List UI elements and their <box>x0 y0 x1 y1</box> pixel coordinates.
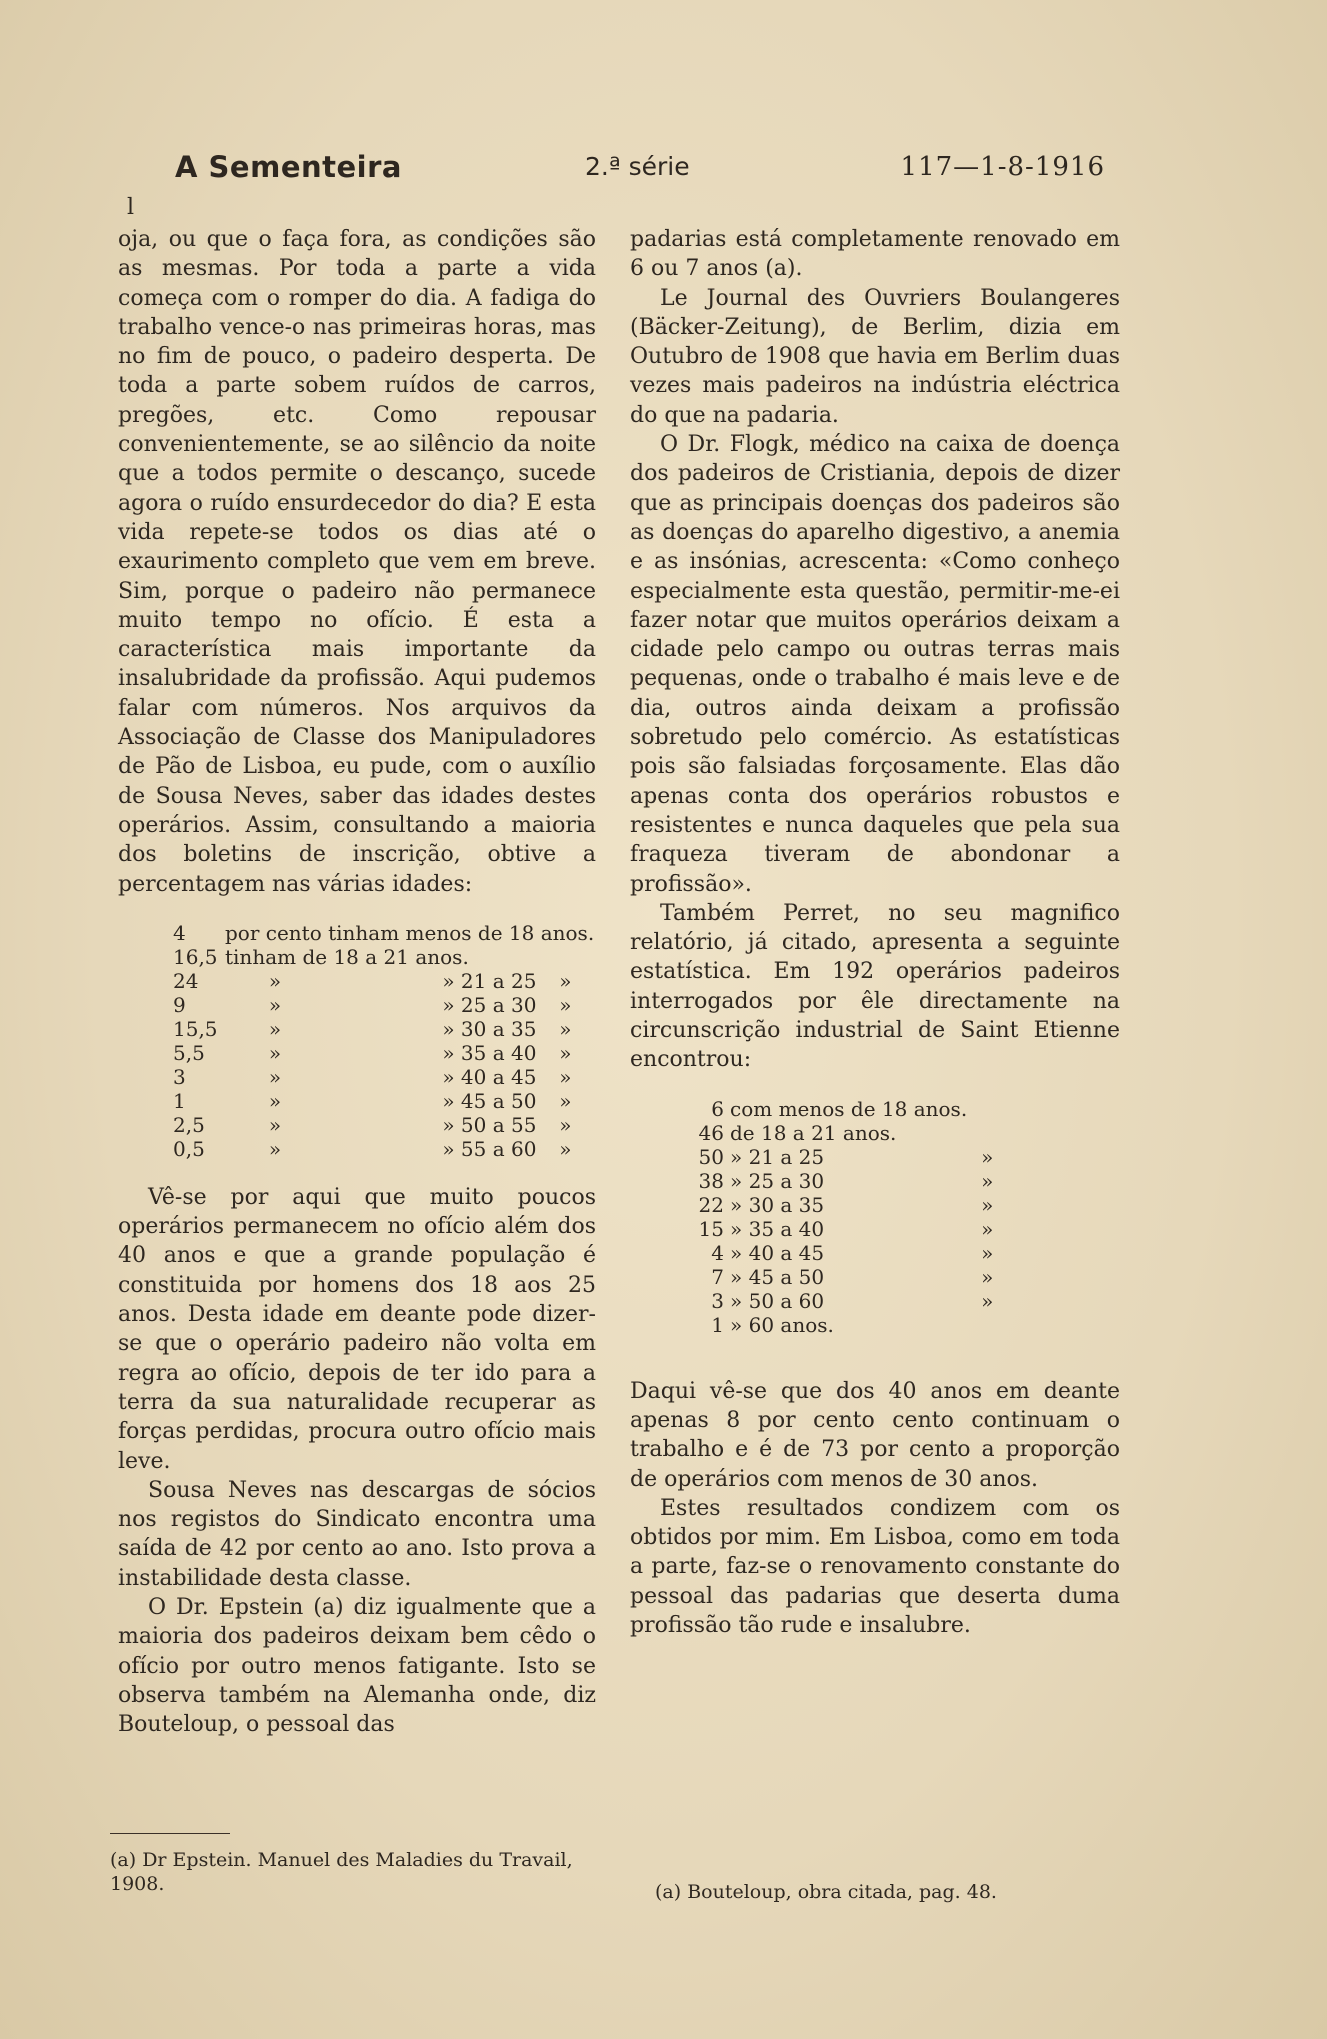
percent-value: 16,5 <box>173 944 218 969</box>
age-range: » 50 a 55 <box>442 1112 537 1137</box>
worker-count: 4 <box>711 1240 724 1265</box>
paragraph: Daqui vê-se que dos 40 anos em deante apenas 8 por cento cento continuam o trabalho e é de 73 por cento a proporção de operários com menos de 30 anos. <box>630 1378 1120 1492</box>
table-row <box>173 1041 594 1065</box>
age-range: » 25 a 30 <box>442 992 537 1017</box>
table-row <box>690 1193 1007 1217</box>
age-range: com menos de 18 anos. <box>730 1096 968 1121</box>
age-range: » 45 a 50 <box>730 1264 825 1289</box>
ditto-mark: » <box>559 1064 572 1089</box>
percent-value: 3 <box>173 1064 186 1089</box>
paragraph: O Dr. Flogk, médico na caixa de doença dos padeiros de Cristiania, depois de dizer que as principais doenças dos padeiros são as doenças do aparelho digestivo, a anemia e as insónias, acrescenta: «Como conheço especialmente esta questão, permitir-me-ei fazer notar que muitos operários deixam a cidade pelo campo ou outras terras mais pequenas, onde o trabalho é mais leve e de dia, outros ainda deixam a profissão sobretudo pelo comércio. As estatísticas pois são falsiadas forçosamente. Elas dão apenas conta dos operários robustos e resistentes e nunca daqueles que pela sua fraqueza tiveram de abondonar a profissão». <box>630 432 1120 897</box>
age-range: de 18 a 21 anos. <box>730 1120 897 1145</box>
table-row <box>690 1169 1007 1193</box>
ditto-mark: » <box>559 992 572 1017</box>
ditto-mark: » <box>981 1288 994 1313</box>
table-row <box>173 1089 594 1113</box>
percent-value: 24 <box>173 968 199 993</box>
table-row <box>690 1121 1007 1145</box>
paragraph: O Dr. Epstein (a) diz igualmente que a maioria dos padeiros deixam bem cêdo o ofício por outro menos fatigante. Isto se observa também na Alemanha onde, diz Bouteloup, o pessoal das <box>118 1594 596 1738</box>
ditto-mark: » <box>268 1040 282 1065</box>
saint-etienne-age-table <box>690 1097 1007 1337</box>
footnote-right: (a) Bouteloup, obra citada, pag. 48. <box>655 1881 997 1903</box>
ditto-mark: » <box>981 1216 994 1241</box>
row-text: por cento tinham menos de 18 anos. <box>225 920 595 945</box>
paragraph: oja, ou que o faça fora, as condições são as mesmas. Por toda a parte a vida começa com o romper do dia. A fadiga do trabalho vence-o nas primeiras horas, mas no fim de pouco, o padeiro desperta. De toda a parte sobem ruídos de carros, pregões, etc. Como repousar convenientemente, se ao silêncio da noite que a todos permite o descanço, sucede agora o ruído ensurdecedor do dia? E esta vida repete-se todos os dias até o exaurimento completo que vem em breve. Sim, porque o padeiro não permanece muito tempo no ofício. É esta a característica mais importante da insalubridade da profissão. Aqui pudemos falar com números. Nos arquivos da Associação de Classe dos Manipuladores de Pão de Lisboa, eu pude, com o auxílio de Sousa Neves, saber das idades destes operários. Assim, consultando a maioria dos boletins de inscrição, obtive a percentagem nas várias idades: <box>118 227 596 897</box>
percent-value: 15,5 <box>173 1016 218 1041</box>
ditto-mark <box>967 1313 1007 1337</box>
ditto-mark: » <box>268 1088 282 1113</box>
worker-count: 3 <box>711 1288 724 1313</box>
worker-count: 50 <box>698 1144 724 1169</box>
page-header <box>175 150 1105 190</box>
ditto-mark <box>967 1121 1007 1145</box>
table-row <box>173 1065 594 1089</box>
age-range: » 60 anos. <box>730 1312 834 1337</box>
age-percentage-table <box>173 921 594 1161</box>
table-row <box>173 945 594 969</box>
age-range: » 35 a 40 <box>442 1040 537 1065</box>
table-row <box>690 1241 1007 1265</box>
age-range: » 40 a 45 <box>442 1064 537 1089</box>
table-row <box>690 1097 1007 1121</box>
ditto-mark: » <box>559 1016 572 1041</box>
ditto-mark: » <box>981 1264 994 1289</box>
table-row <box>690 1217 1007 1241</box>
ditto-mark: » <box>268 1136 282 1161</box>
paragraph: Estes resultados condizem com os obtidos por mim. Em Lisboa, como em toda a parte, faz-se o renovamento constante do pessoal das padarias que deserta duma profissão tão rude e insalubre. <box>630 1495 1120 1638</box>
table-row <box>690 1313 1007 1337</box>
ditto-mark: » <box>559 1088 572 1113</box>
paragraph: Sousa Neves nas descargas de sócios nos registos do Sindicato encontra uma saída de 42 por cento ao ano. Isto prova a instabilidade desta classe. <box>118 1477 596 1591</box>
worker-count: 7 <box>711 1264 724 1289</box>
ditto-mark: » <box>268 1112 282 1137</box>
percent-value: 1 <box>173 1088 186 1113</box>
percent-value: 2,5 <box>173 1112 205 1137</box>
age-range: » 40 a 45 <box>730 1240 825 1265</box>
paragraph: Le Journal des Ouvriers Boulangeres (Bäcker-Zeitung), de Berlim, dizia em Outubro de 1908 que havia em Berlim duas vezes mais padeiros na indústria eléctrica do que na padaria. <box>630 285 1120 428</box>
age-range: » 55 a 60 <box>442 1136 537 1161</box>
paragraph: Também Perret, no seu magnifico relatório, já citado, apresenta a seguinte estatística. Em 192 operários padeiros interrogados por êle directamente na circunscrição industrial de Saint Etienne encontrou: <box>630 900 1120 1073</box>
ditto-mark: » <box>268 1064 282 1089</box>
ditto-mark: » <box>268 1016 282 1041</box>
age-range: » 35 a 40 <box>730 1216 825 1241</box>
ditto-mark: » <box>981 1192 994 1217</box>
ditto-mark: » <box>981 1168 994 1193</box>
age-range: » 30 a 35 <box>730 1192 825 1217</box>
stray-letter: l <box>127 195 135 220</box>
worker-count: 15 <box>698 1216 724 1241</box>
footnote-rule <box>110 1833 230 1834</box>
ditto-mark: » <box>268 992 282 1017</box>
table-row <box>173 1113 594 1137</box>
age-range: » 21 a 25 <box>730 1144 825 1169</box>
ditto-mark: » <box>268 968 282 993</box>
table-row <box>690 1145 1007 1169</box>
ditto-mark: » <box>559 1040 572 1065</box>
ditto-mark <box>967 1097 1007 1121</box>
ditto-mark: » <box>559 968 572 993</box>
percent-value: 0,5 <box>173 1136 205 1161</box>
worker-count: 38 <box>698 1168 724 1193</box>
table-row <box>173 1137 594 1161</box>
age-range: » 30 a 35 <box>442 1016 537 1041</box>
right-column <box>630 225 1120 1640</box>
age-range: » 25 a 30 <box>730 1168 825 1193</box>
age-range: » 21 a 25 <box>442 968 537 993</box>
table-row <box>173 993 594 1017</box>
worker-count: 22 <box>698 1192 724 1217</box>
ditto-mark: » <box>981 1144 994 1169</box>
journal-title: A Sementeira <box>175 150 402 184</box>
ditto-mark: » <box>981 1240 994 1265</box>
age-range: » 50 a 60 <box>730 1288 825 1313</box>
worker-count: 6 <box>711 1096 724 1121</box>
paragraph: Vê-se por aqui que muito poucos operários permanecem no ofício além dos 40 anos e que a grande população é constituida por homens dos 18 aos 25 anos. Desta idade em deante pode dizer-se que o operário padeiro não volta em regra ao ofício, depois de ter ido para a terra da sua naturalidade recuperar as forças perdidas, procura outro ofício mais leve. <box>118 1184 596 1474</box>
series-label: 2.ª série <box>585 152 690 181</box>
ditto-mark: » <box>559 1136 572 1161</box>
percent-value: 9 <box>173 992 186 1017</box>
percent-value: 4 <box>173 920 186 945</box>
table-row <box>173 969 594 993</box>
table-row <box>173 921 594 945</box>
worker-count: 1 <box>711 1312 724 1337</box>
table-row <box>690 1289 1007 1313</box>
row-text: tinham de 18 a 21 anos. <box>225 944 469 969</box>
issue-number-date: 117—1-8-1916 <box>900 152 1105 182</box>
footnote-left: (a) Dr Epstein. Manuel des Maladies du Travail, 1908. <box>110 1849 573 1895</box>
percent-value: 5,5 <box>173 1040 205 1065</box>
table-row <box>173 1017 594 1041</box>
left-column <box>118 225 596 1739</box>
age-range: » 45 a 50 <box>442 1088 537 1113</box>
paragraph: padarias está completamente renovado em 6 ou 7 anos (a). <box>630 227 1120 282</box>
worker-count: 46 <box>698 1120 724 1145</box>
table-row <box>690 1265 1007 1289</box>
ditto-mark: » <box>559 1112 572 1137</box>
